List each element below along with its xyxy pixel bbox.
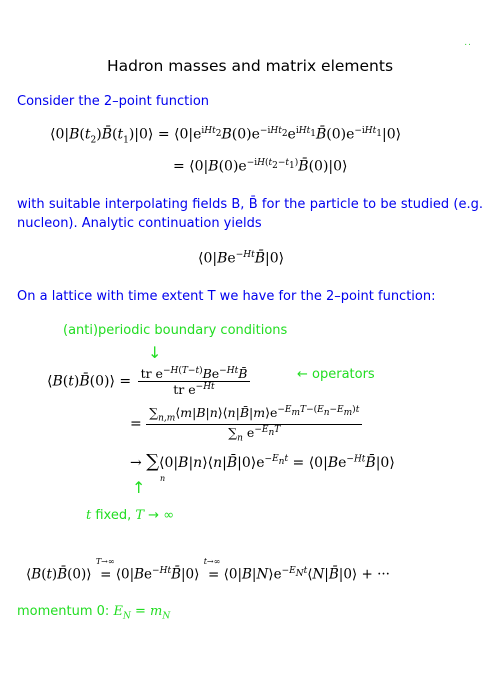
limit-label: t fixed, T → ∞ <box>86 508 175 523</box>
lattice-eq-row-1: ⟨B(t)B̄(0)⟩ = $\frac{tr e^{-H(T-t)}Be^{-Ht}B̄}{tr e^{-Ht}}$ <box>47 366 250 397</box>
lattice-text: On a lattice with time extent T we have for the 2–point function: <box>17 289 436 304</box>
equation-2: $⟨0|Be^{-Ht}B̄|0⟩$ <box>198 250 285 267</box>
equation-1-line-1: $⟨0|B(t_2)B̄(t_1)|0⟩$ = $⟨0|e^{iHt_2}B(0)e^{-iHt_2}e^{iHt_1}B̄(0)e^{-iHt_1}|0⟩$ <box>50 126 402 146</box>
operators-label: ← operators <box>297 367 375 382</box>
up-arrow-icon: ↑ <box>132 478 146 497</box>
lattice-eq-row-3: → $\sum⟨0|B|n⟩⟨n|B̄|0⟩e^{-E_nt}$ = $⟨0|Be^{-Ht}B̄|0⟩$ <box>130 451 395 472</box>
interpolating-fields-text: with suitable interpolating fields B, B̄ for the particle to be studied (e.g. nucleon). Analytic continuation yields <box>17 197 483 231</box>
boundary-conditions-label: (anti)periodic boundary conditions <box>63 323 288 338</box>
lattice-eq-row-2: = $\frac{\sum_{n,m}⟨m|B|n⟩⟨n|B̄|m⟩e^{-E_mT-(E_n-E_m)t}}{\sum_n e^{-E_nT}}$ <box>130 405 362 443</box>
asymptotic-equation: ⟨B(t)B̄(0)⟩ T→∞ = $⟨0|Be^{-Ht}B̄|0⟩$ t→∞ = $⟨0|B|N⟩e^{-E_Nt}⟨N|B̄|0⟩$ + ··· <box>26 556 390 583</box>
equation-1-line-2: = $⟨0|B(0)e^{-iH(t_2-t_1)}B̄(0)|0⟩$ <box>173 158 348 175</box>
down-arrow-icon: ↓ <box>148 343 162 362</box>
page-title: Hadron masses and matrix elements <box>106 57 394 75</box>
corner-mark: .. <box>464 38 472 48</box>
momentum-label: momentum 0: $E_N = m_N$ <box>17 604 171 622</box>
intro-text: Consider the 2–point function <box>17 94 210 109</box>
sum-index: n <box>160 474 166 483</box>
